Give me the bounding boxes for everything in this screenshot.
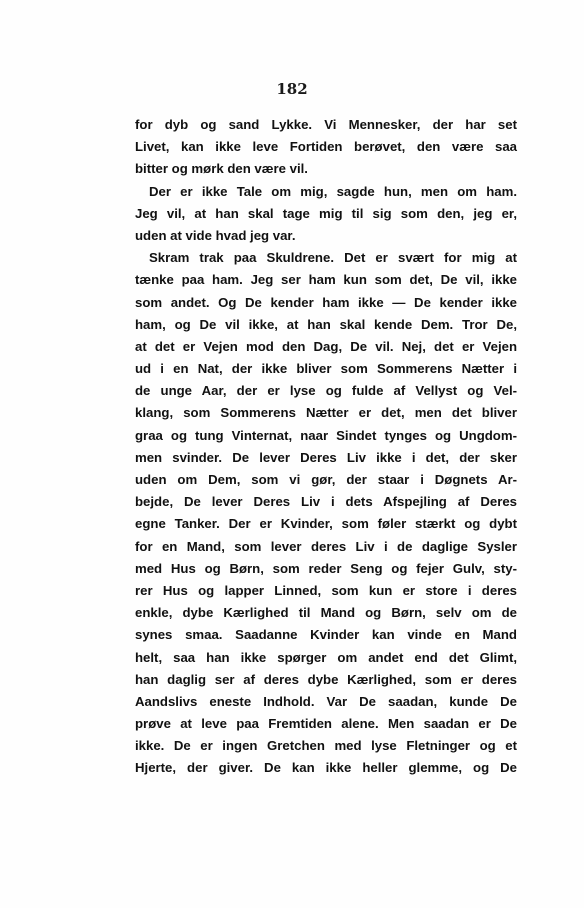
text-line: tænke paa ham. Jeg ser ham kun som det, De vil, ikke bbox=[135, 272, 517, 288]
text-line: helt, saa han ikke spørger om andet end det Glimt, bbox=[135, 649, 517, 665]
text-line: Hjerte, der giver. De kan ikke heller glemme, og De bbox=[135, 760, 517, 776]
text-line: Aandslivs eneste Indhold. Var De saadan, kunde De bbox=[135, 693, 517, 709]
text-line: de unge Aar, der er lyse og fulde af Vellyst og Vel- bbox=[135, 383, 517, 399]
text-line: Skram trak paa Skuldrene. Det er svært for mig at bbox=[149, 250, 517, 266]
text-line: ikke. De er ingen Gretchen med lyse Fletninger og et bbox=[135, 738, 517, 754]
text-line: Der er ikke Tale om mig, sagde hun, men om ham. bbox=[149, 183, 517, 199]
text-line: klang, som Sommerens Nætter er det, men det bliver bbox=[135, 405, 517, 421]
text-line: ham, og De vil ikke, at han skal kende Dem. Tror De, bbox=[135, 316, 517, 332]
text-line: for en Mand, som lever deres Liv i de daglige Sysler bbox=[135, 538, 517, 554]
text-line: rer Hus og lapper Linned, som kun er store i deres bbox=[135, 582, 517, 598]
text-line: synes smaa. Saadanne Kvinder kan vinde en Mand bbox=[135, 627, 517, 643]
text-line: med Hus og Børn, som reder Seng og fejer Gulv, sty- bbox=[135, 560, 517, 576]
text-line: bejde, De lever Deres Liv i dets Afspejling af Deres bbox=[135, 494, 517, 510]
text-line: prøve at leve paa Fremtiden alene. Men saadan er De bbox=[135, 716, 517, 732]
text-line: egne Tanker. Der er Kvinder, som føler stærkt og dybt bbox=[135, 516, 517, 532]
text-line: Livet, kan ikke leve Fortiden berøvet, den være saa bbox=[135, 139, 517, 155]
text-line: han daglig ser af deres dybe Kærlighed, som er deres bbox=[135, 671, 517, 687]
text-line: Jeg vil, at han skal tage mig til sig som den, jeg er, bbox=[135, 205, 517, 221]
body-text bbox=[135, 114, 517, 780]
text-line: at det er Vejen mod den Dag, De vil. Nej, det er Vejen bbox=[135, 338, 517, 354]
text-line: uden om Dem, som vi gør, der staar i Døgnets Ar- bbox=[135, 472, 517, 487]
page-number: 182 bbox=[276, 80, 308, 98]
text-line: bitter og mørk den være vil. bbox=[135, 161, 308, 177]
text-line: uden at vide hvad jeg var. bbox=[135, 227, 296, 243]
text-line: men svinder. De lever Deres Liv ikke i det, der sker bbox=[135, 449, 517, 465]
text-line: graa og tung Vinternat, naar Sindet tynges og Ungdom- bbox=[135, 427, 517, 443]
text-line: ud i en Nat, der ikke bliver som Sommerens Nætter i bbox=[135, 361, 517, 377]
text-line: enkle, dybe Kærlighed til Mand og Børn, selv om de bbox=[135, 605, 517, 621]
text-line: for dyb og sand Lykke. Vi Mennesker, der har set bbox=[135, 117, 517, 132]
text-line: som andet. Og De kender ham ikke — De kender ikke bbox=[135, 294, 517, 310]
